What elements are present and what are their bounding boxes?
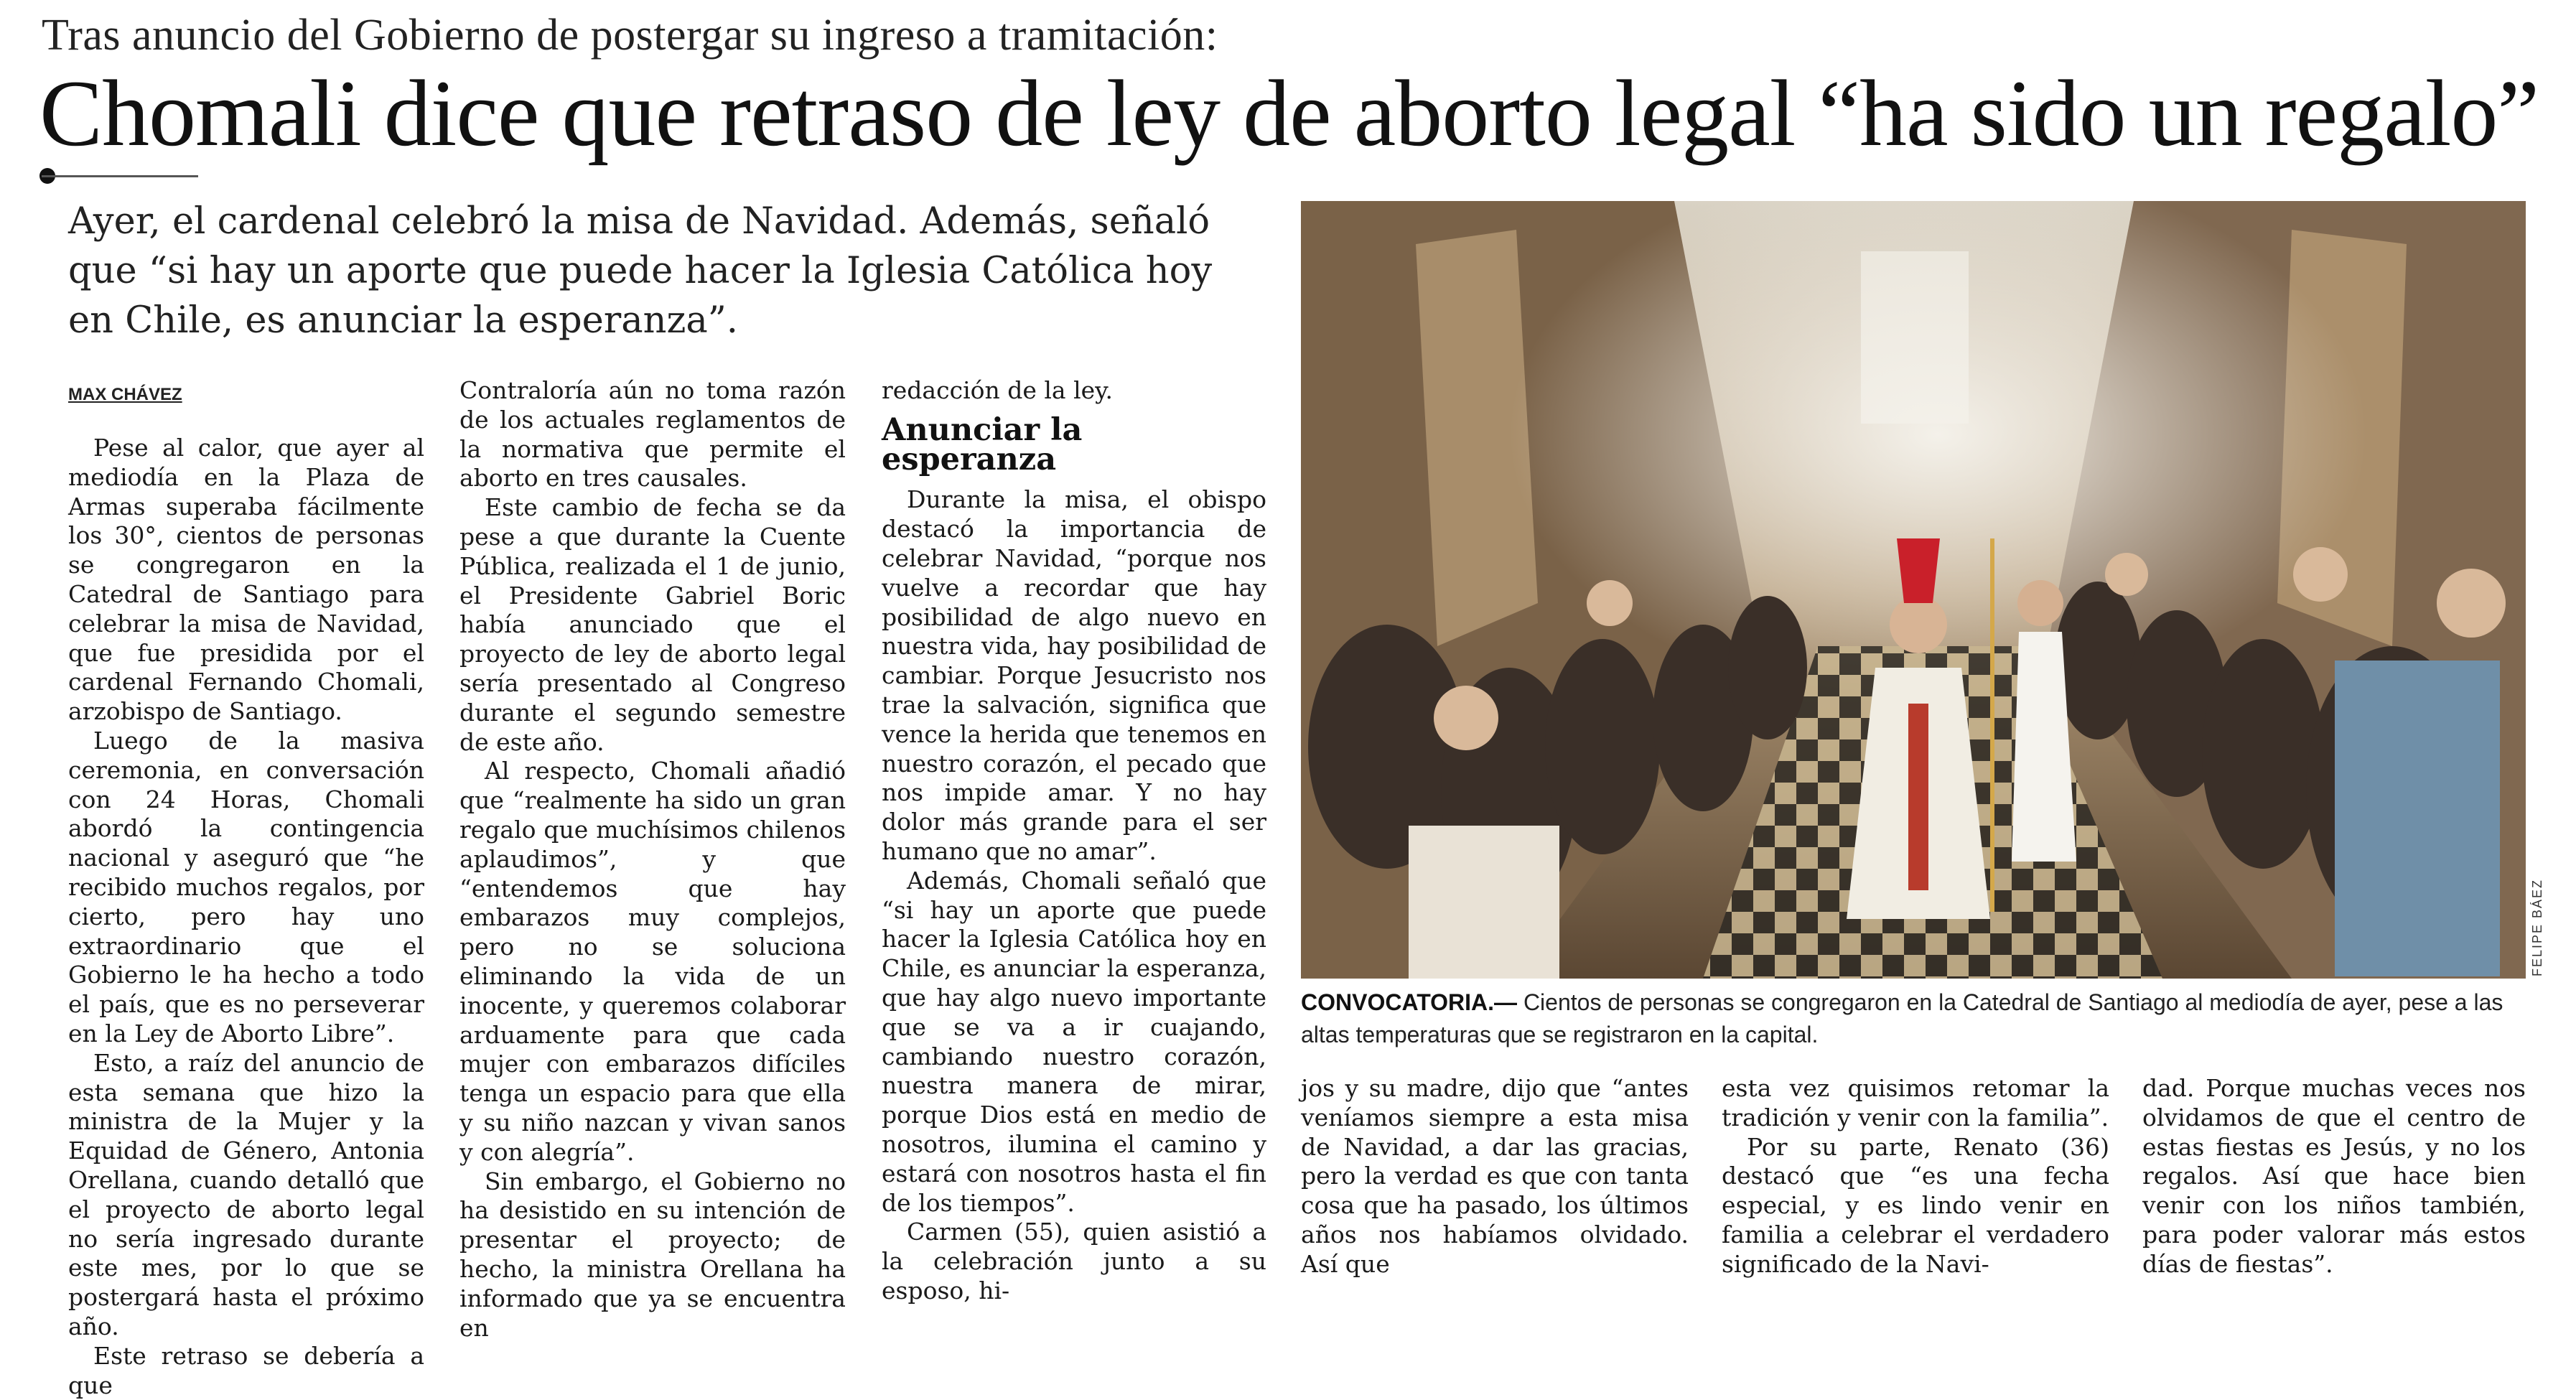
paragraph: Pese al calor, que ayer al mediodía en la Plaza de Armas superaba fácilmente los 30°, cientos de personas se congregaron en la Catedral de Santiago para celebrar la misa de Navidad, que fue presidida por el cardenal Fernando Chomali, arzobispo de Santiago. [68,434,424,726]
photo-caption [1301,986,2526,1051]
paragraph: Por su parte, Renato (36) destacó que “es una fecha especial, y es lindo venir en familia a celebrar el verdadero significado de la Navi- [1722,1132,2109,1278]
deck-line: Ayer, el cardenal celebró la misa de Navidad. Además, señaló [68,200,1210,243]
deck-line: en Chile, es anunciar la esperanza”. [68,299,739,342]
paragraph: Al respecto, Chomali añadió que “realmente ha sido un gran regalo que muchísimos chilenos aplaudimos”, y que “entendemos que hay embarazos muy complejos, pero no se soluciona eliminando la vida de un inocente, y queremos colaborar arduamente para que cada mujer con embarazos difíciles tenga un espacio para que ella y su niño nazcan y vivan sanos y con alegría”. [459,757,846,1166]
column-6 [2142,1074,2526,1279]
headline: Chomali dice que retraso de ley de aborto legal “ha sido un regalo” [39,60,2539,166]
paragraph: Esto, a raíz del anuncio de esta semana que hizo la ministra de la Mujer y la Equidad de Género, Antonia Orellana, cuando detalló que el proyecto de aborto legal no sería ingresado durante este mes, por lo que se postergará hasta el próximo año. [68,1048,424,1340]
paragraph: Sin embargo, el Gobierno no ha desistido en su intención de presentar el proyecto; de hecho, la ministra Orellana ha informado que ya se encuentra en [459,1167,846,1342]
cathedral-photo [1301,201,2526,979]
caption-text: Cientos de personas se congregaron en la Catedral de Santiago al mediodía de ayer, pese a las altas temperaturas que se registraron en la capital. [1301,989,2503,1047]
column-2 [459,376,846,1343]
paragraph: Este retraso se debería a que [68,1341,424,1399]
paragraph: Contraloría aún no toma razón de los actuales reglamentos de la normativa que permite el aborto en tres causales. [459,376,846,493]
paragraph: Este cambio de fecha se da pese a que durante la Cuente Pública, realizada el 1 de junio, el Presidente Gabriel Boric había anunciado que el proyecto de ley de aborto legal sería presentado al Congreso durante el segundo semestre de este año. [459,493,846,756]
column-3 [882,376,1266,1306]
deck-line: que “si hay un aporte que puede hacer la Iglesia Católica hoy [68,250,1213,292]
paragraph: redacción de la ley. [882,376,1113,404]
photo-credit: FELIPE BÁEZ [2530,878,2544,976]
deck [68,197,1246,345]
headline-rule [42,175,198,177]
column-1 [68,434,424,1400]
paragraph: Carmen (55), quien asistió a la celebración junto a su esposo, hi- [882,1218,1266,1305]
column-4 [1301,1074,1689,1279]
kicker: Tras anuncio del Gobierno de postergar su ingreso a tramitación: [42,11,1218,60]
paragraph: esta vez quisimos retomar la tradición y venir con la familia”. [1722,1074,2109,1131]
paragraph: Luego de la masiva ceremonia, en conversación con 24 Horas, Chomali abordó la contingencia nacional y aseguró que “he recibido muchos regalos, por cierto, pero hay uno extraordinario que el Gobierno le ha hecho a todo el país, que es no perseverar en la Ley de Aborto Libre”. [68,726,424,1047]
paragraph: jos y su madre, dijo que “antes veníamos siempre a esta misa de Navidad, a dar las gracias, pero la verdad es que con tanta cosa que ha pasado, los últimos años nos habíamos olvidado. Así que [1301,1074,1689,1278]
paragraph: Durante la misa, el obispo destacó la importancia de celebrar Navidad, “porque nos vuelve a recordar que hay posibilidad de algo nuevo en nuestra vida, hay posibilidad de cambiar. Porque Jesucristo nos trae la salvación, significa que vence la herida que tenemos en nuestro corazón, el pecado que nos impide amar. Y no hay dolor más grande para el ser humano que no amar”. [882,485,1266,865]
column-5 [1722,1074,2109,1279]
byline: MAX CHÁVEZ [68,385,182,404]
cathedral-photo-illustration [1301,201,2526,979]
subheading: Anunciar la esperanza [882,411,1083,477]
paragraph: Además, Chomali señaló que “si hay un aporte que puede hacer la Iglesia Católica hoy en Chile, es anunciar la esperanza, que hay algo nuevo importante que se va a ir cuajando, cambiando nuestro corazón, nuestra manera de mirar, porque Dios está en medio de nosotros, ilumina el camino y estará con nosotros hasta el fin de los tiempos”. [882,866,1266,1217]
paragraph: dad. Porque muchas veces nos olvidamos de que el centro de estas fiestas es Jesús, y no los regalos. Así que hace bien venir con los niños también, para poder valorar más estos días de fiestas”. [2142,1074,2526,1278]
caption-label: CONVOCATORIA.— [1301,989,1518,1015]
